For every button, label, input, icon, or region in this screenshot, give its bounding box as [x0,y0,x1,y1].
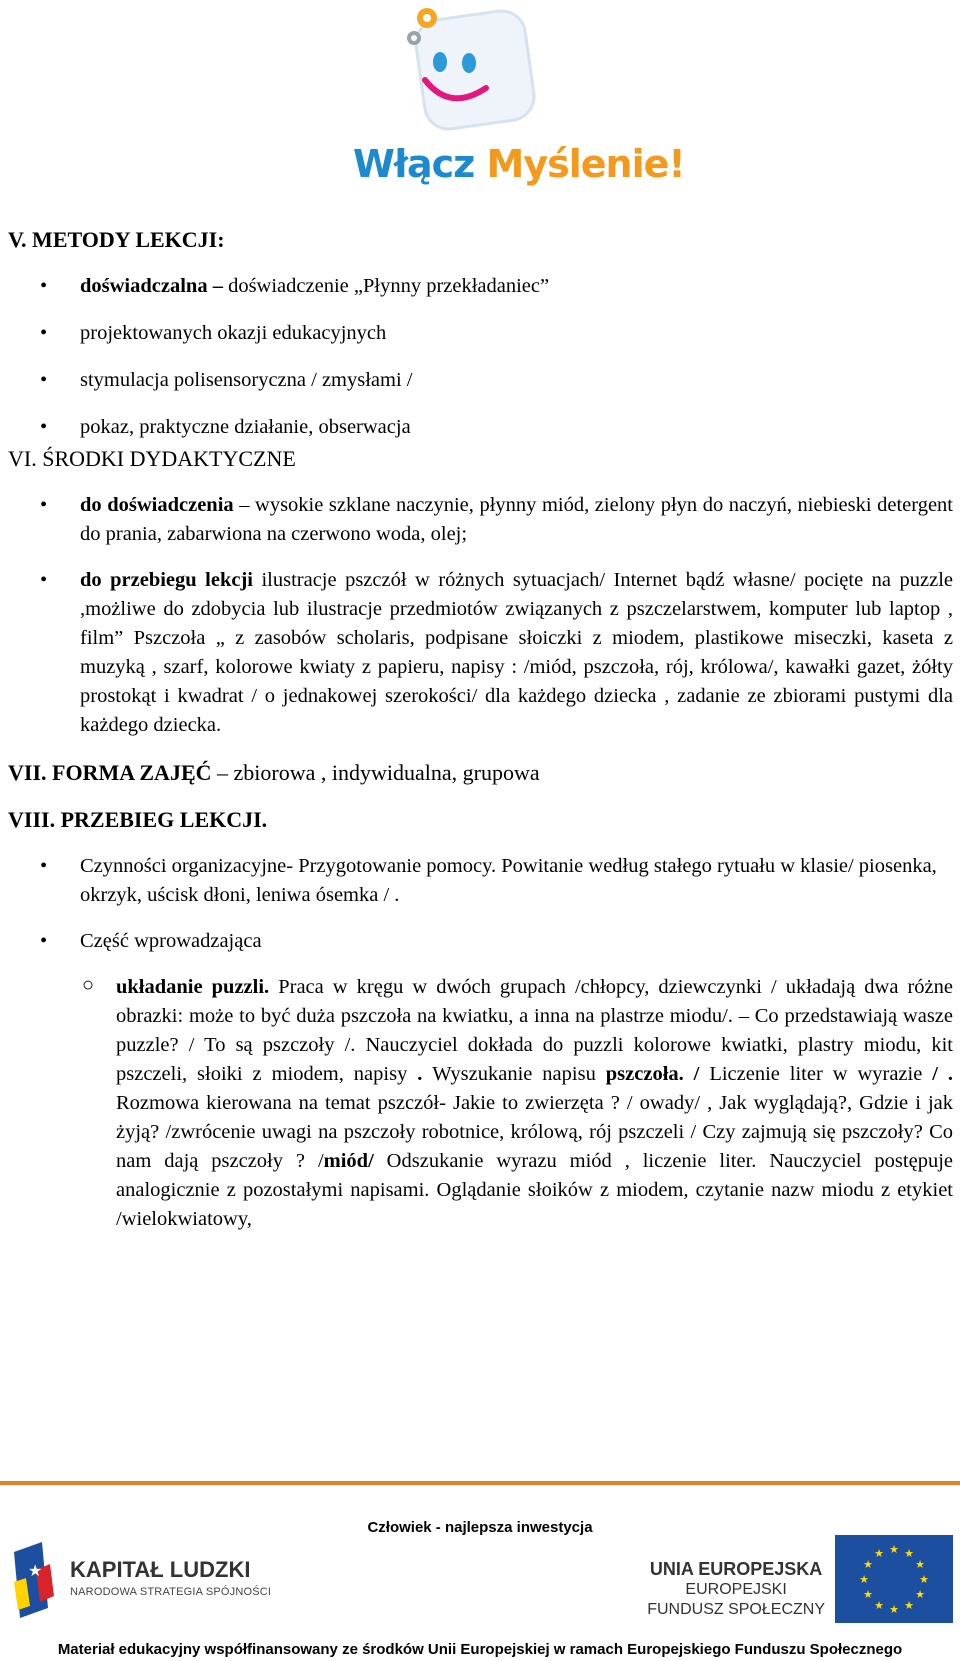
eu-star-icon: ★ [859,1573,869,1586]
item-text: stymulacja polisensoryczna / zmysłami / [80,369,413,391]
item-text: pokaz, praktyczne działanie, obserwacja [80,416,411,438]
circle-bullet-icon: ○ [82,974,95,996]
item-text: doświadczenie „Płynny przekładaniec” [222,275,550,297]
eu-star-icon: ★ [863,1588,873,1601]
eu-text-block [647,1558,825,1620]
item-bold-4: / . [932,1063,953,1085]
item-bold-2: . [407,1063,433,1085]
bullet-icon: • [40,930,48,952]
item-label: do doświadczenia [80,494,234,516]
item-text-c: Liczenie liter w wyrazie [699,1063,933,1085]
eu-star-icon: ★ [915,1558,925,1571]
eu-star-icon: ★ [874,1547,884,1560]
section-8-heading: VIII. PRZEBIEG LEKCJI. [8,807,268,832]
item-text-d: Rozmowa kierowana na temat pszczół- Jakie to zwierzęta ? / owady/ , Jak wyglądają?, Gdzie i jak żyją? /zwrócenie uwagi na pszczoły robotnice, królową, rój pszczeli / Czy zajmują się pszczoły? Co nam dają pszczoły ? / [116,1092,953,1172]
eu-star-icon: ★ [874,1599,884,1612]
bullet-icon: • [40,569,48,591]
footer-divider [0,1481,960,1485]
logo-word-wlacz: Włącz [353,142,475,186]
list-item [8,413,953,442]
eu-star-icon: ★ [904,1547,914,1560]
logo-wordmark [353,142,685,186]
bullet-icon: • [40,369,48,391]
eu-star-icon: ★ [889,1603,899,1616]
footer-cofinancing-note: Materiał edukacyjny współfinansowany ze środków Unii Europejskiej w ramach Europejskiego Funduszu Społecznego [57,1641,903,1658]
eu-star-icon: ★ [904,1599,914,1612]
eu-line-2: EUROPEJSKI [685,1581,787,1598]
eu-star-icon: ★ [919,1573,929,1586]
item-text: ilustracje pszczół w różnych sytuacjach/ Internet bądź własne/ pocięte na puzzle ,możliwe do zdobycia lub ilustracje przedmiotów związanych z pszczelarstwem, komputer lub laptop , film” Pszczoła „ z zasobów scholaris, podpisane słoiczki z miodem, plastikowe miseczki, kaseta z muzyką , szarf, kolorowe kwiaty z papieru, napisy : /miód, pszczoła, rój, królowa/, kawałki gazet, żółty prostokąt i kwadrat / o jednakowej szerokości/ dla każdego dziecka , zadanie ze zbiorami pustymi dla każdego dziecka. [80,569,954,736]
bullet-icon: • [40,855,48,877]
section-6-heading: VI. ŚRODKI DYDAKTYCZNE [8,446,296,471]
item-bold-3: pszczoła. / [605,1063,700,1085]
eu-line-1: UNIA EUROPEJSKA [649,1559,823,1579]
item-text-b: Wyszukanie napisu [432,1063,606,1085]
list-item [8,272,953,301]
methods-list [8,272,953,442]
bullet-icon: • [40,416,48,438]
bullet-icon: • [40,322,48,344]
item-bold-5: miód/ [323,1150,374,1172]
list-item-czynnosci [8,852,953,910]
svg-text:★: ★ [28,1561,43,1580]
footer-slogan: Człowiek - najlepsza inwestycja [367,1519,593,1536]
logo-word-myslenie: Myślenie! [486,142,685,186]
bullet-icon: • [40,494,48,516]
section-7-text: – zbiorowa , indywidualna, grupowa [211,760,540,785]
section-7-heading [8,758,953,788]
kapital-ludzki-title: KAPITAŁ LUDZKI [70,1557,251,1582]
bullet-icon: • [40,275,48,297]
kapital-ludzki-subtitle: NARODOWA STRATEGIA SPÓJNOŚCI [70,1586,272,1598]
eu-star-icon: ★ [889,1543,899,1556]
item-text-e: Odszukanie wyrazu miód , liczenie liter. Nauczyciel postępuje analogicznie z pozostałymi napisami. Oglądanie słoików z miodem, czytanie nazw miodu z etykiet /wielokwiatowy, [116,1150,953,1230]
item-text: projektowanych okazji edukacyjnych [80,322,387,344]
item-text: Część wprowadzająca [80,930,262,952]
document-body [8,225,953,1234]
eu-flag-icon [835,1535,953,1623]
sublist-item-ukladanie-puzzli [8,973,953,1234]
eu-line-3: FUNDUSZ SPOŁECZNY [647,1601,825,1618]
eu-star-icon: ★ [915,1588,925,1601]
item-label: do przebiegu lekcji [80,569,253,591]
item-text-a: Praca w kręgu w dwóch grupach /chłopcy, dziewczynki / układają dwa różne obrazki: może to być duża pszczoła na kwiatku, a inna na plastrze miodu/. – Co przedstawiają wasze puzzle? / To są pszczoły /. Nauczyciel dokłada do puzzli kolorowe kwiatki, plastry miodu, kit pszczeli, słoiki z miodem, napisy [116,976,953,1085]
list-item-do-doswiadczenia [8,491,953,549]
item-text: – wysokie szklane naczynie, płynny miód, zielony płyn do naczyń, niebieski detergent do prania, zabarwiona na czerwono woda, olej; [80,494,953,545]
item-text: Czynności organizacyjne- Przygotowanie pomocy. Powitanie według stałego rytuału w klasie/ piosenka, okrzyk, uścisk dłoni, leniwa ósemka / . [80,855,937,906]
section-5-heading: V. METODY LEKCJI: [8,227,225,252]
item-label: układanie puzzli. [116,976,270,998]
list-item [8,319,953,348]
list-item-czesc-wprowadzajaca [8,927,953,956]
eu-star-icon: ★ [863,1558,873,1571]
item-label: doświadczalna – [80,275,223,297]
list-item [8,366,953,395]
list-item-do-przebiegu-lekcji [8,566,953,740]
section-7-title: VII. FORMA ZAJĘĆ [8,760,212,785]
